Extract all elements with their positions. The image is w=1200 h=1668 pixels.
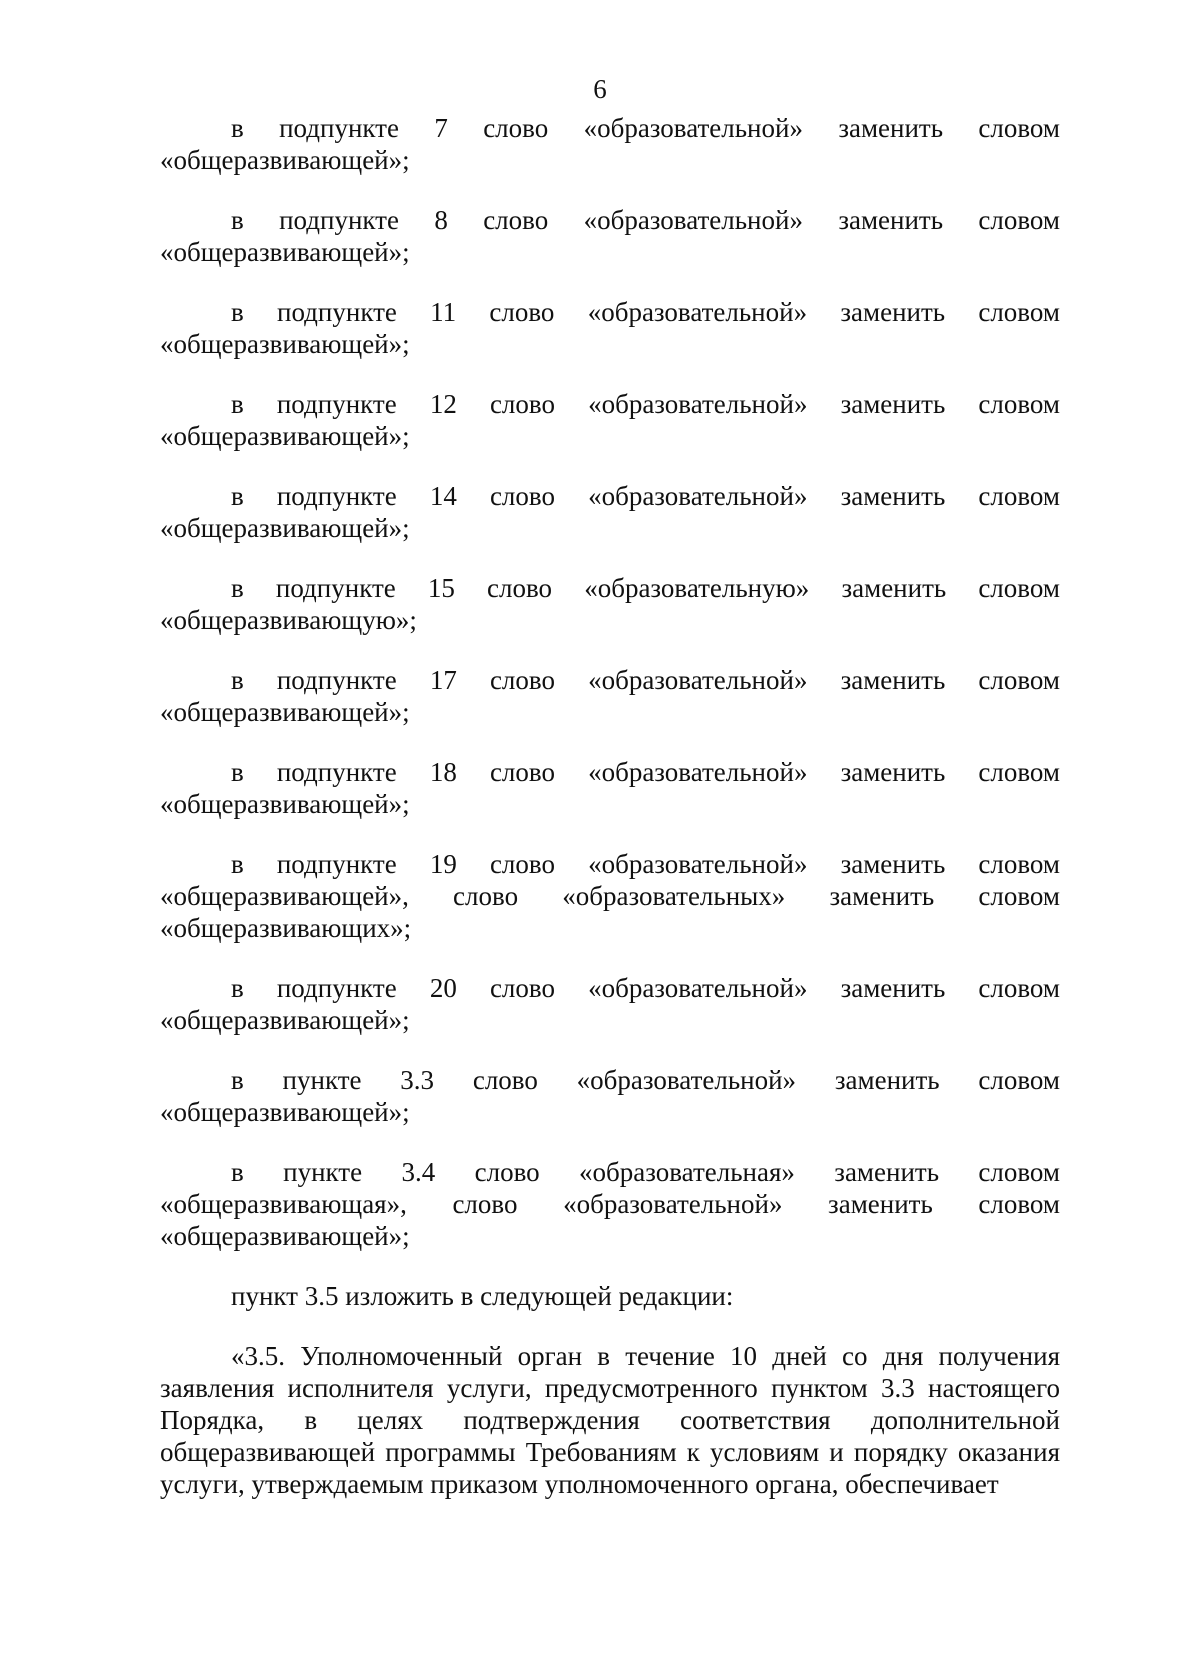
word: 18 xyxy=(429,757,457,787)
word: подпункте xyxy=(279,205,399,235)
word: «образовательной» xyxy=(588,757,808,787)
word: в xyxy=(231,665,244,695)
word: словом xyxy=(978,205,1060,235)
word: заменить xyxy=(840,665,946,695)
word: слово xyxy=(453,881,519,911)
justified-line xyxy=(160,1064,1060,1096)
replacement-word: «общеразвивающей»; xyxy=(160,329,410,359)
new-edition-intro: пункт 3.5 изложить в следующей редакции: xyxy=(231,1281,734,1311)
word: слово xyxy=(489,389,555,419)
replacement-word: «общеразвивающих»; xyxy=(160,913,412,943)
word: заменить xyxy=(838,113,944,143)
word: «образовательной» xyxy=(588,389,808,419)
justified-line xyxy=(160,756,1060,788)
justified-line xyxy=(160,880,1060,912)
word: 11 xyxy=(430,297,457,327)
word: словом xyxy=(978,881,1060,911)
amendment-paragraph xyxy=(160,112,1060,176)
justified-line xyxy=(160,1156,1060,1188)
word: подпункте xyxy=(276,665,397,695)
word: «образовательной» xyxy=(583,205,803,235)
replacement-word: «общеразвивающей»; xyxy=(160,145,410,175)
amendment-paragraph xyxy=(160,204,1060,268)
word: 14 xyxy=(429,481,457,511)
replacement-word: «общеразвивающей»; xyxy=(160,421,410,451)
word: 12 xyxy=(429,389,457,419)
amendment-paragraph xyxy=(160,664,1060,728)
word: 8 xyxy=(434,205,448,235)
word: 7 xyxy=(434,113,448,143)
amendment-paragraph xyxy=(160,572,1060,636)
replacement-word: «общеразвивающей»; xyxy=(160,789,410,819)
word: словом xyxy=(978,973,1060,1003)
word: 3.3 xyxy=(400,1065,435,1095)
word: «образовательных» xyxy=(562,881,786,911)
word: «образовательную» xyxy=(584,573,810,603)
word: словом xyxy=(978,665,1060,695)
word: слово xyxy=(489,757,555,787)
word: 19 xyxy=(429,849,457,879)
replacement-word: «общеразвивающей»; xyxy=(160,697,410,727)
word: словом xyxy=(978,389,1060,419)
word: заменить xyxy=(838,205,944,235)
word: «образовательной» xyxy=(563,1189,783,1219)
word: слово xyxy=(472,1065,538,1095)
word: заменить xyxy=(834,1157,940,1187)
amendment-paragraph xyxy=(160,480,1060,544)
word: пункте xyxy=(283,1157,363,1187)
word: 20 xyxy=(429,973,457,1003)
amendments-list xyxy=(160,112,1060,1252)
word: в xyxy=(231,205,244,235)
word: слово xyxy=(483,113,549,143)
justified-line xyxy=(160,296,1060,328)
word: словом xyxy=(978,1157,1060,1187)
word: заменить xyxy=(834,1065,940,1095)
word: заменить xyxy=(841,573,947,603)
word: слово xyxy=(489,297,555,327)
word: словом xyxy=(978,297,1060,327)
word: словом xyxy=(978,849,1060,879)
justified-line xyxy=(160,972,1060,1004)
word: «образовательной» xyxy=(588,849,808,879)
word: «образовательной» xyxy=(588,481,808,511)
word: подпункте xyxy=(277,297,397,327)
justified-line xyxy=(160,388,1060,420)
amendment-paragraph xyxy=(160,388,1060,452)
word: заменить xyxy=(840,849,946,879)
word: «общеразвивающей», xyxy=(160,881,409,911)
replacement-word: «общеразвивающей»; xyxy=(160,1005,410,1035)
quoted-paragraph-3-5: «3.5. Уполномоченный орган в течение 10 дней со дня получения заявления исполнителя услуги, предусмотренного пунктом 3.3 настоящего Порядка, в целях подтверждения соответствия дополнительной общеразвивающей программы Требованиям к условиям и порядку оказания услуги, утверждаемым приказом уполномоченного органа, обеспечивает xyxy=(160,1341,1060,1499)
word: в xyxy=(231,973,244,1003)
word: слово xyxy=(452,1189,518,1219)
word: слово xyxy=(483,205,549,235)
amendment-paragraph xyxy=(160,972,1060,1036)
word: подпункте xyxy=(275,573,396,603)
word: в xyxy=(231,573,244,603)
amendment-paragraph xyxy=(160,1156,1060,1252)
word: в xyxy=(231,849,244,879)
justified-line xyxy=(160,664,1060,696)
word: слово xyxy=(489,665,555,695)
replacement-word: «общеразвивающей»; xyxy=(160,1097,410,1127)
justified-line xyxy=(160,204,1060,236)
word: словом xyxy=(978,1065,1060,1095)
document-body xyxy=(160,112,1060,1500)
replacement-word: «общеразвивающей»; xyxy=(160,237,410,267)
page-number: 6 xyxy=(593,74,607,104)
justified-line xyxy=(160,848,1060,880)
replacement-word: «общеразвивающую»; xyxy=(160,605,417,635)
word: в xyxy=(231,1065,244,1095)
word: заменить xyxy=(840,481,946,511)
word: словом xyxy=(978,573,1060,603)
word: в xyxy=(231,113,244,143)
word: слово xyxy=(489,973,555,1003)
word: 17 xyxy=(429,665,457,695)
word: «образовательной» xyxy=(587,297,808,327)
amendment-paragraph xyxy=(160,1064,1060,1128)
word: заменить xyxy=(829,881,935,911)
word: подпункте xyxy=(276,481,397,511)
word: подпункте xyxy=(276,757,397,787)
amendment-paragraph xyxy=(160,296,1060,360)
word: в xyxy=(231,1157,244,1187)
word: в xyxy=(231,481,244,511)
replacement-word: «общеразвивающей»; xyxy=(160,513,410,543)
justified-line xyxy=(160,112,1060,144)
word: пункте xyxy=(282,1065,362,1095)
word: «образовательной» xyxy=(588,973,808,1003)
justified-line xyxy=(160,572,1060,604)
word: слово xyxy=(474,1157,540,1187)
replacement-word: «общеразвивающей»; xyxy=(160,1221,410,1251)
justified-line xyxy=(160,480,1060,512)
word: подпункте xyxy=(276,849,397,879)
word: словом xyxy=(978,113,1060,143)
amendment-paragraph xyxy=(160,756,1060,820)
word: заменить xyxy=(840,973,946,1003)
justified-line xyxy=(160,1188,1060,1220)
word: слово xyxy=(489,849,555,879)
word: 3.4 xyxy=(401,1157,436,1187)
word: «образовательной» xyxy=(576,1065,797,1095)
word: «образовательной» xyxy=(583,113,803,143)
word: в xyxy=(231,757,244,787)
amendment-paragraph xyxy=(160,848,1060,944)
word: подпункте xyxy=(279,113,399,143)
word: заменить xyxy=(828,1189,933,1219)
word: заменить xyxy=(840,389,946,419)
word: слово xyxy=(489,481,555,511)
word: заменить xyxy=(840,297,946,327)
word: в xyxy=(231,389,244,419)
word: подпункте xyxy=(276,389,397,419)
word: слово xyxy=(487,573,553,603)
word: словом xyxy=(978,757,1060,787)
word: «общеразвивающая», xyxy=(160,1189,407,1219)
word: в xyxy=(231,297,244,327)
word: «образовательная» xyxy=(579,1157,795,1187)
word: словом xyxy=(978,1189,1060,1219)
word: 15 xyxy=(427,573,455,603)
word: «образовательной» xyxy=(588,665,808,695)
word: подпункте xyxy=(276,973,397,1003)
word: заменить xyxy=(840,757,946,787)
word: словом xyxy=(978,481,1060,511)
